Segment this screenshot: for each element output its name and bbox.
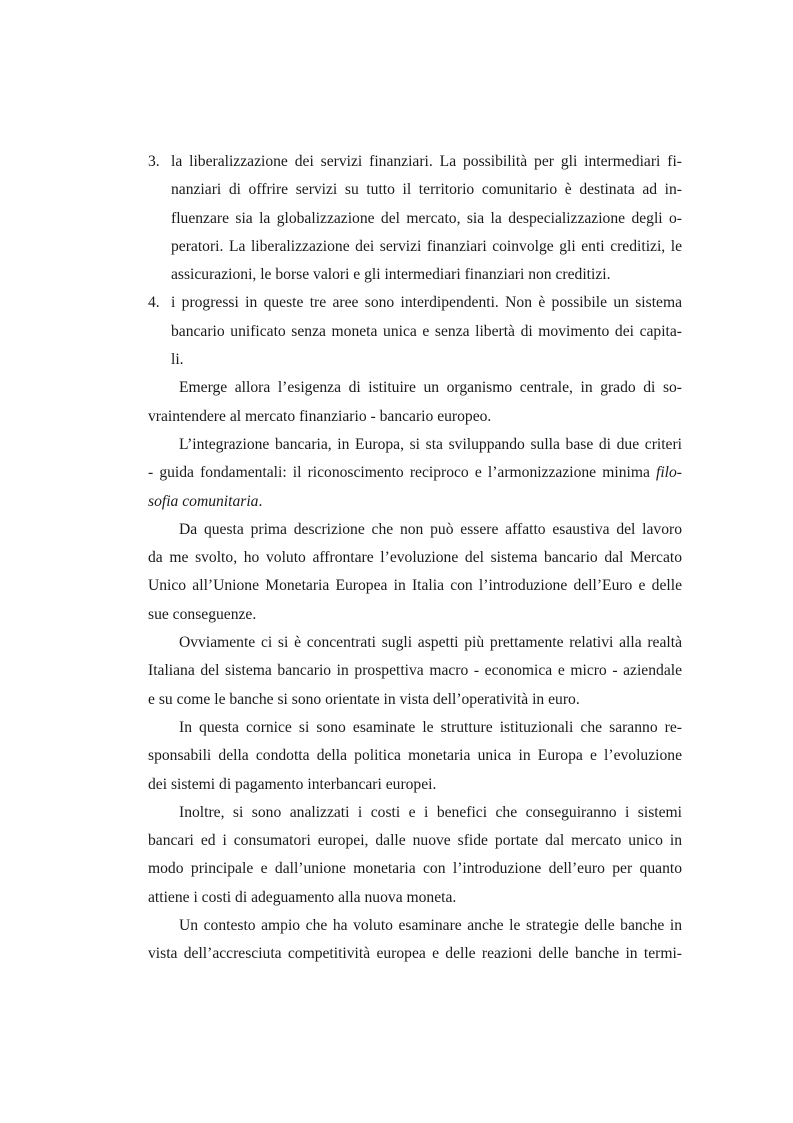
- text-line: assicurazioni, le borse valori e gli intermediari finanziari non creditizi.: [171, 266, 611, 284]
- text-line: li.: [171, 351, 184, 369]
- text-segment: - guida fondamentali: il riconoscimento reciproco e l’armonizzazione minima: [148, 464, 650, 482]
- text-line: peratori. La liberalizzazione dei servizi finanziari coinvolge gli enti creditizi, le: [171, 237, 682, 255]
- text-line: modo principale e dall’unione monetaria con l’introduzione dell’euro per quanto: [148, 860, 682, 878]
- text-line: Unico all’Unione Monetaria Europea in Italia con l’introduzione dell’Euro e delle: [148, 577, 682, 595]
- text-line: Emerge allora l’esigenza di istituire un organismo centrale, in grado di so-: [179, 379, 682, 397]
- text-line: [148, 148, 682, 176]
- italic-text: filo-: [656, 464, 682, 482]
- paragraph: [148, 516, 682, 629]
- text-line: Ovviamente ci si è concentrati sugli aspetti più prettamente relativi alla realtà: [179, 634, 682, 652]
- text-line: nanziari di offrire servizi su tutto il territorio comunitario è destinata ad in-: [171, 181, 682, 199]
- text-line: Italiana del sistema bancario in prospettiva macro - economica e micro - aziendale: [148, 662, 682, 680]
- text-line: bancari ed i consumatori europei, dalle nuove sfide portate dal mercato unico in: [148, 832, 682, 850]
- text-line: e su come le banche si sono orientate in vista dell’operatività in euro.: [148, 690, 580, 708]
- text-line: Da questa prima descrizione che non può essere affatto esaustiva del lavoro: [179, 520, 682, 538]
- text-line: sponsabili della condotta della politica monetaria unica in Europa e l’evoluzione: [148, 747, 682, 765]
- text-line: da me svolto, ho voluto affrontare l’evoluzione del sistema bancario dal Mercato: [148, 549, 682, 567]
- list-item-text: la liberalizzazione dei servizi finanziari. La possibilità per gli intermediari fi-: [171, 153, 682, 170]
- paragraph: [148, 714, 682, 799]
- text-line: Inoltre, si sono analizzati i costi e i benefici che conseguiranno i sistemi: [179, 803, 682, 821]
- paragraph: [148, 431, 682, 516]
- paragraph: [148, 799, 682, 912]
- text-segment: .: [258, 492, 263, 510]
- text-line: sue conseguenze.: [148, 605, 257, 623]
- list-item-text: i progressi in queste tre aree sono interdipendenti. Non è possibile un sistema: [171, 294, 682, 312]
- list-item: [148, 148, 682, 289]
- text-line: fluenzare sia la globalizzazione del mercato, sia la despecializzazione degli o-: [171, 209, 682, 227]
- text-line: dei sistemi di pagamento interbancari europei.: [148, 775, 437, 793]
- text-line: attiene i costi di adeguamento alla nuova moneta.: [148, 888, 457, 906]
- text-line: [148, 488, 682, 516]
- text-line: vista dell’accresciuta competitività europea e delle reazioni delle banche in termi-: [148, 945, 682, 963]
- text-line: In questa cornice si sono esaminate le strutture istituzionali che saranno re-: [179, 718, 682, 736]
- text-line: [148, 459, 682, 487]
- text-line: vraintendere al mercato finanziario - bancario europeo.: [148, 407, 492, 425]
- list-number: 4.: [148, 294, 160, 312]
- paragraph: [148, 912, 682, 969]
- italic-text: sofia comunitaria: [148, 492, 259, 510]
- text-line: bancario unificato senza moneta unica e senza libertà di movimento dei capita-: [171, 322, 682, 340]
- list-number: 3.: [148, 153, 160, 170]
- text-line: Un contesto ampio che ha voluto esaminare anche le strategie delle banche in: [179, 917, 682, 935]
- text-line: L’integrazione bancaria, in Europa, si sta sviluppando sulla base di due criteri: [179, 435, 682, 453]
- paragraph: [148, 374, 682, 431]
- paragraph: [148, 629, 682, 714]
- list-item: [148, 289, 682, 374]
- text-line: [148, 289, 682, 317]
- body-text: [148, 148, 682, 969]
